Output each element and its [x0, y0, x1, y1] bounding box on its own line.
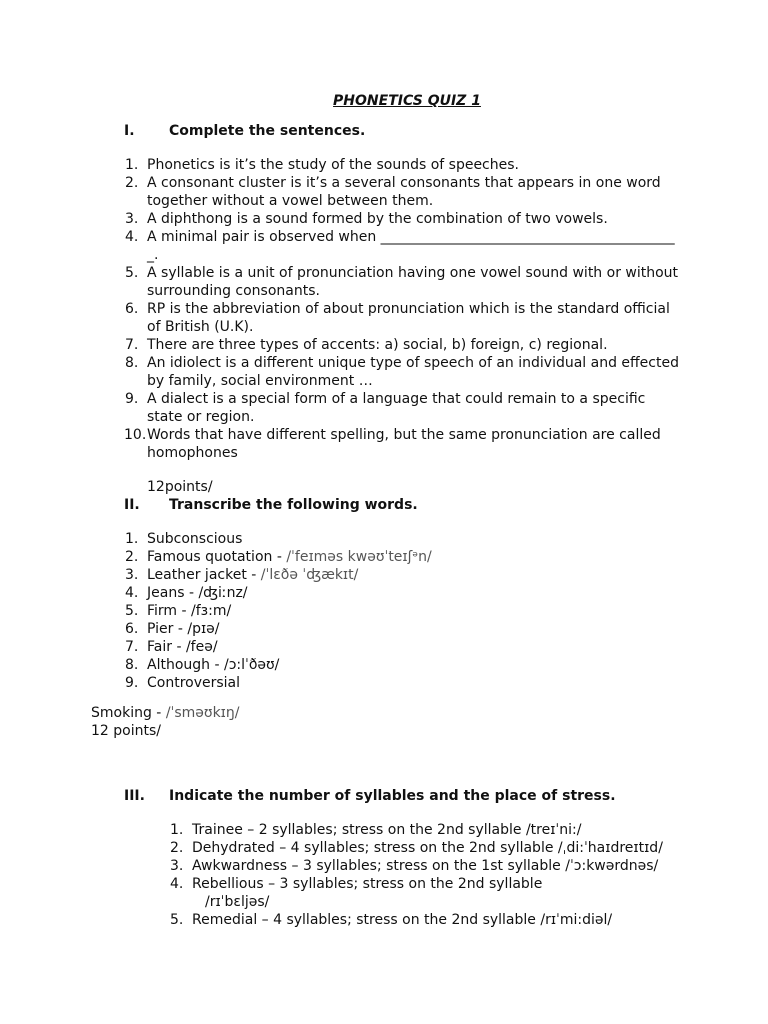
section-2-number: II.: [124, 497, 140, 513]
list-item: /rɪˈbɛljəs/: [205, 894, 270, 910]
section-3-title: Indicate the number of syllables and the place of stress.: [169, 788, 616, 804]
list-item: 1. Subconscious: [125, 531, 243, 547]
smoking-transcription: Smoking - /ˈsməʊkɪŋ/: [91, 705, 240, 721]
list-item: 1. Phonetics is it’s the study of the sounds of speeches.: [125, 157, 519, 173]
section-2-title: Transcribe the following words.: [169, 497, 418, 513]
list-item: 2. Dehydrated – 4 syllables; stress on the 2nd syllable /ˌdi:ˈhaɪdreɪtɪd/: [170, 840, 663, 856]
list-item: 3. Awkwardness – 3 syllables; stress on the 1st syllable /ˈɔ:kwərdnəs/: [170, 858, 659, 874]
section-2-points: 12 points/: [91, 723, 161, 739]
section-1-list: [125, 156, 685, 462]
list-item: 5. A syllable is a unit of pronunciation having one vowel sound with or without surrounding consonants.: [125, 265, 679, 299]
section-1-number: I.: [124, 123, 135, 139]
list-item: 5. Firm - /fɜ:m/: [125, 603, 232, 619]
list-item: 8. An idiolect is a different unique type of speech of an individual and effected by family, social environment …: [125, 355, 679, 389]
list-item: 8. Although - /ɔ:lˈðəʊ/: [125, 657, 280, 673]
list-item: 10. Words that have different spelling, but the same pronunciation are called homophones: [124, 427, 661, 461]
section-1-points: 12points/: [147, 479, 213, 495]
section-1-title: Complete the sentences.: [169, 123, 366, 139]
list-item: 3. A diphthong is a sound formed by the combination of two vowels.: [125, 211, 608, 227]
page-title: PHONETICS QUIZ 1: [333, 93, 481, 109]
list-item: 4. A minimal pair is observed when ___________________________________________.: [125, 229, 675, 263]
list-item: 9. A dialect is a special form of a language that could remain to a specific state or region.: [125, 391, 646, 425]
list-item: 2. Famous quotation - /ˈfeɪməs kwəʊˈteɪʃᵊn/: [125, 549, 432, 565]
list-item: 7. There are three types of accents: a) social, b) foreign, c) regional.: [125, 337, 608, 353]
list-item: 4. Jeans - /ʤiːnz/: [125, 585, 248, 601]
section-3-list: [170, 821, 730, 929]
section-2-list: [125, 530, 685, 692]
list-item: 3. Leather jacket - /ˈlɛðə ˈʤækɪt/: [125, 567, 359, 583]
list-item: 4. Rebellious – 3 syllables; stress on the 2nd syllable: [170, 876, 543, 892]
section-3-number: III.: [124, 788, 145, 804]
list-item: 6. RP is the abbreviation of about pronunciation which is the standard official of British (U.K).: [125, 301, 670, 335]
list-item: 6. Pier - /pɪə/: [125, 621, 220, 637]
list-item: 5. Remedial – 4 syllables; stress on the 2nd syllable /rɪˈmi:diəl/: [170, 912, 613, 928]
list-item: 7. Fair - /feə/: [125, 639, 218, 655]
list-item: 2. A consonant cluster is it’s a several consonants that appears in one word together without a vowel between them.: [125, 175, 661, 209]
list-item: 1. Trainee – 2 syllables; stress on the 2nd syllable /treɪˈni:/: [170, 822, 582, 838]
list-item: 9. Controversial: [125, 675, 241, 691]
